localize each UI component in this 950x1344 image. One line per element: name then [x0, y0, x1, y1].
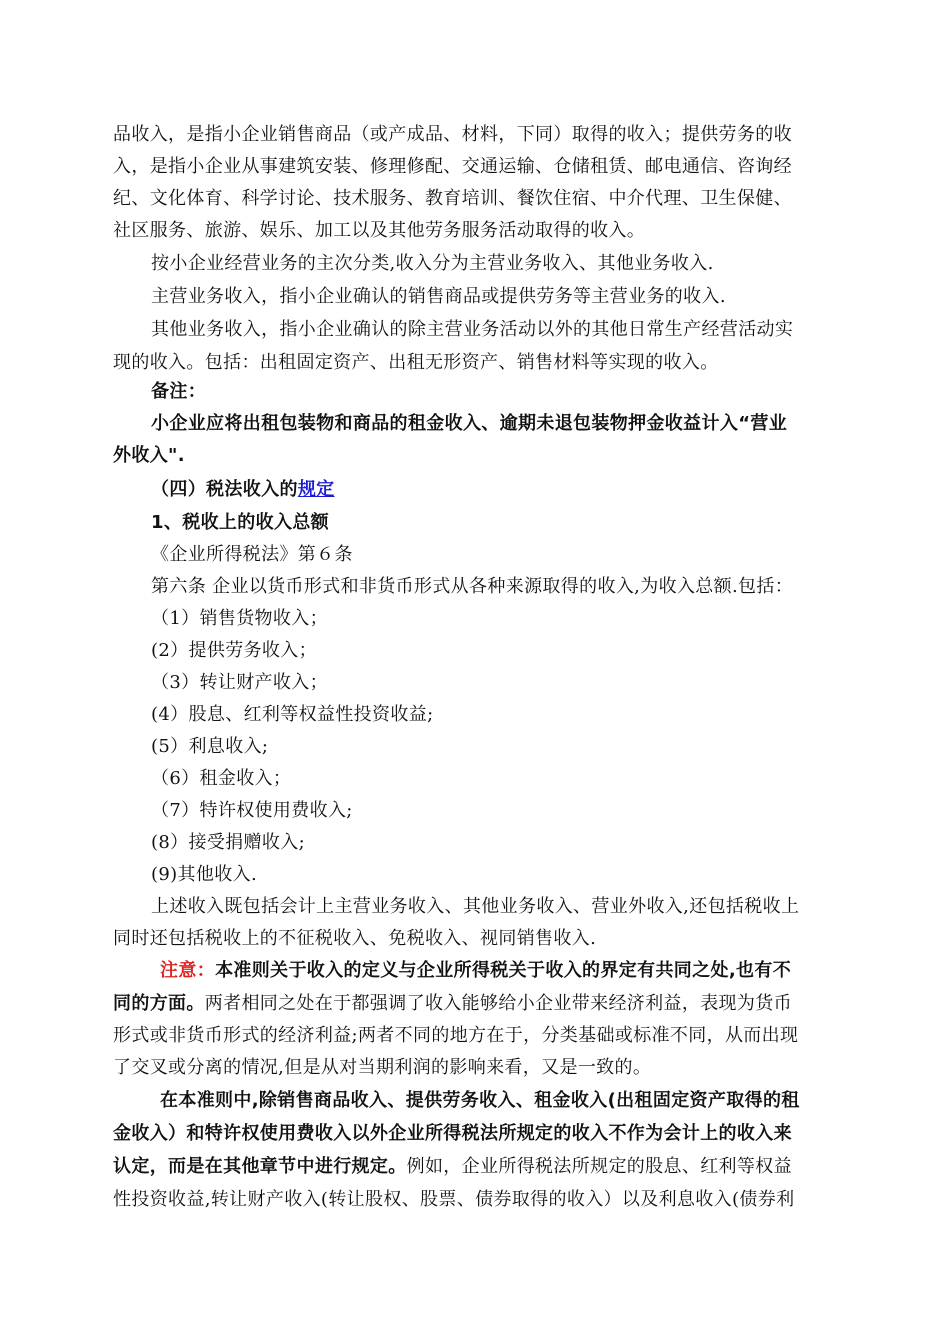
text-line: 品收入，是指小企业销售商品（或产成品、材料，下同）取得的收入；提供劳务的收: [113, 124, 792, 145]
text-line: 其他业务收入，指小企业确认的除主营业务活动以外的其他日常生产经营活动实: [151, 319, 794, 340]
remark-label: 备注：: [151, 381, 207, 402]
list-item: （3）转让财产收入；: [151, 672, 328, 693]
list-item: (9)其他收入.: [151, 864, 258, 885]
list-item: (5）利息收入;: [151, 736, 269, 757]
final-bold: 认定，而是在其他章节中进行规定。: [113, 1156, 407, 1177]
list-item: （6）租金收入；: [151, 768, 292, 789]
text-line: 纪、文化体育、科学讨论、技术服务、教育培训、餐饮住宿、中介代理、卫生保健、: [113, 188, 792, 209]
remark-text: 外收入".: [113, 445, 185, 466]
note-line: 了交叉或分离的情况,但是从对当期利润的影响来看，又是一致的。: [113, 1057, 652, 1078]
text-line: 主营业务收入，指小企业确认的销售商品或提供劳务等主营业务的收入.: [151, 286, 726, 307]
list-item: (8）接受捐赠收入;: [151, 832, 306, 853]
law-reference: 《企业所得税法》第６条: [151, 544, 353, 565]
text-line: 入，是指小企业从事建筑安装、修理修配、交通运输、仓储租赁、邮电通信、咨询经: [113, 156, 792, 177]
remark-text: 小企业应将出租包装物和商品的租金收入、逾期未退包装物押金收益计入“营业: [151, 413, 788, 434]
sub-heading: 1、税收上的收入总额: [151, 512, 330, 533]
list-item: （7）特许权使用费收入;: [151, 800, 353, 821]
note-bold: 同的方面。: [113, 993, 205, 1014]
final-line: 性投资收益,转让财产收入(转让股权、股票、债券取得的收入）以及利息收入(债券利: [113, 1189, 795, 1210]
text-line: 现的收入。包括：出租固定资产、出租无形资产、销售材料等实现的收入。: [113, 352, 719, 373]
section-heading-text: （四）税法收入的: [151, 479, 298, 500]
note-label: 注意：: [160, 960, 216, 981]
list-item: （1）销售货物收入；: [151, 608, 328, 629]
text-line: 按小企业经营业务的主次分类,收入分为主营业务收入、其他业务收入.: [151, 253, 714, 274]
final-line: 在本准则中,除销售商品收入、提供劳务收入、租金收入(出租固定资产取得的租: [160, 1090, 800, 1111]
summary-line: 上述收入既包括会计上主营业务收入、其他业务收入、营业外收入,还包括税收上: [151, 896, 800, 917]
text-line: 社区服务、旅游、娱乐、加工以及其他劳务服务活动取得的收入。: [113, 220, 646, 241]
final-text: 例如，企业所得税法所规定的股息、红利等权益: [406, 1156, 792, 1177]
list-item: (2）提供劳务收入；: [151, 640, 317, 661]
note-line: 形式或非货币形式的经济利益;两者不同的地方在于，分类基础或标准不同，从而出现: [113, 1025, 799, 1046]
regulation-link[interactable]: 规定: [297, 479, 335, 500]
summary-line: 同时还包括税收上的不征税收入、免税收入、视同销售收入.: [113, 928, 597, 949]
note-text: 两者相同之处在于都强调了收入能够给小企业带来经济利益，表现为货币: [204, 993, 792, 1014]
note-line: [113, 992, 837, 1016]
note-line: [160, 959, 884, 983]
list-item: (4）股息、红利等权益性投资收益;: [151, 704, 434, 725]
section-heading: [151, 478, 875, 502]
article-text: 第六条 企业以货币形式和非货币形式从各种来源取得的收入,为收入总额.包括：: [151, 576, 794, 597]
final-line: [113, 1155, 837, 1179]
note-bold: 本准则关于收入的定义与企业所得税关于收入的界定有共同之处,也有不: [215, 960, 792, 981]
final-line: 金收入）和特许权使用费收入以外企业所得税法所规定的收入不作为会计上的收入来: [113, 1123, 792, 1144]
